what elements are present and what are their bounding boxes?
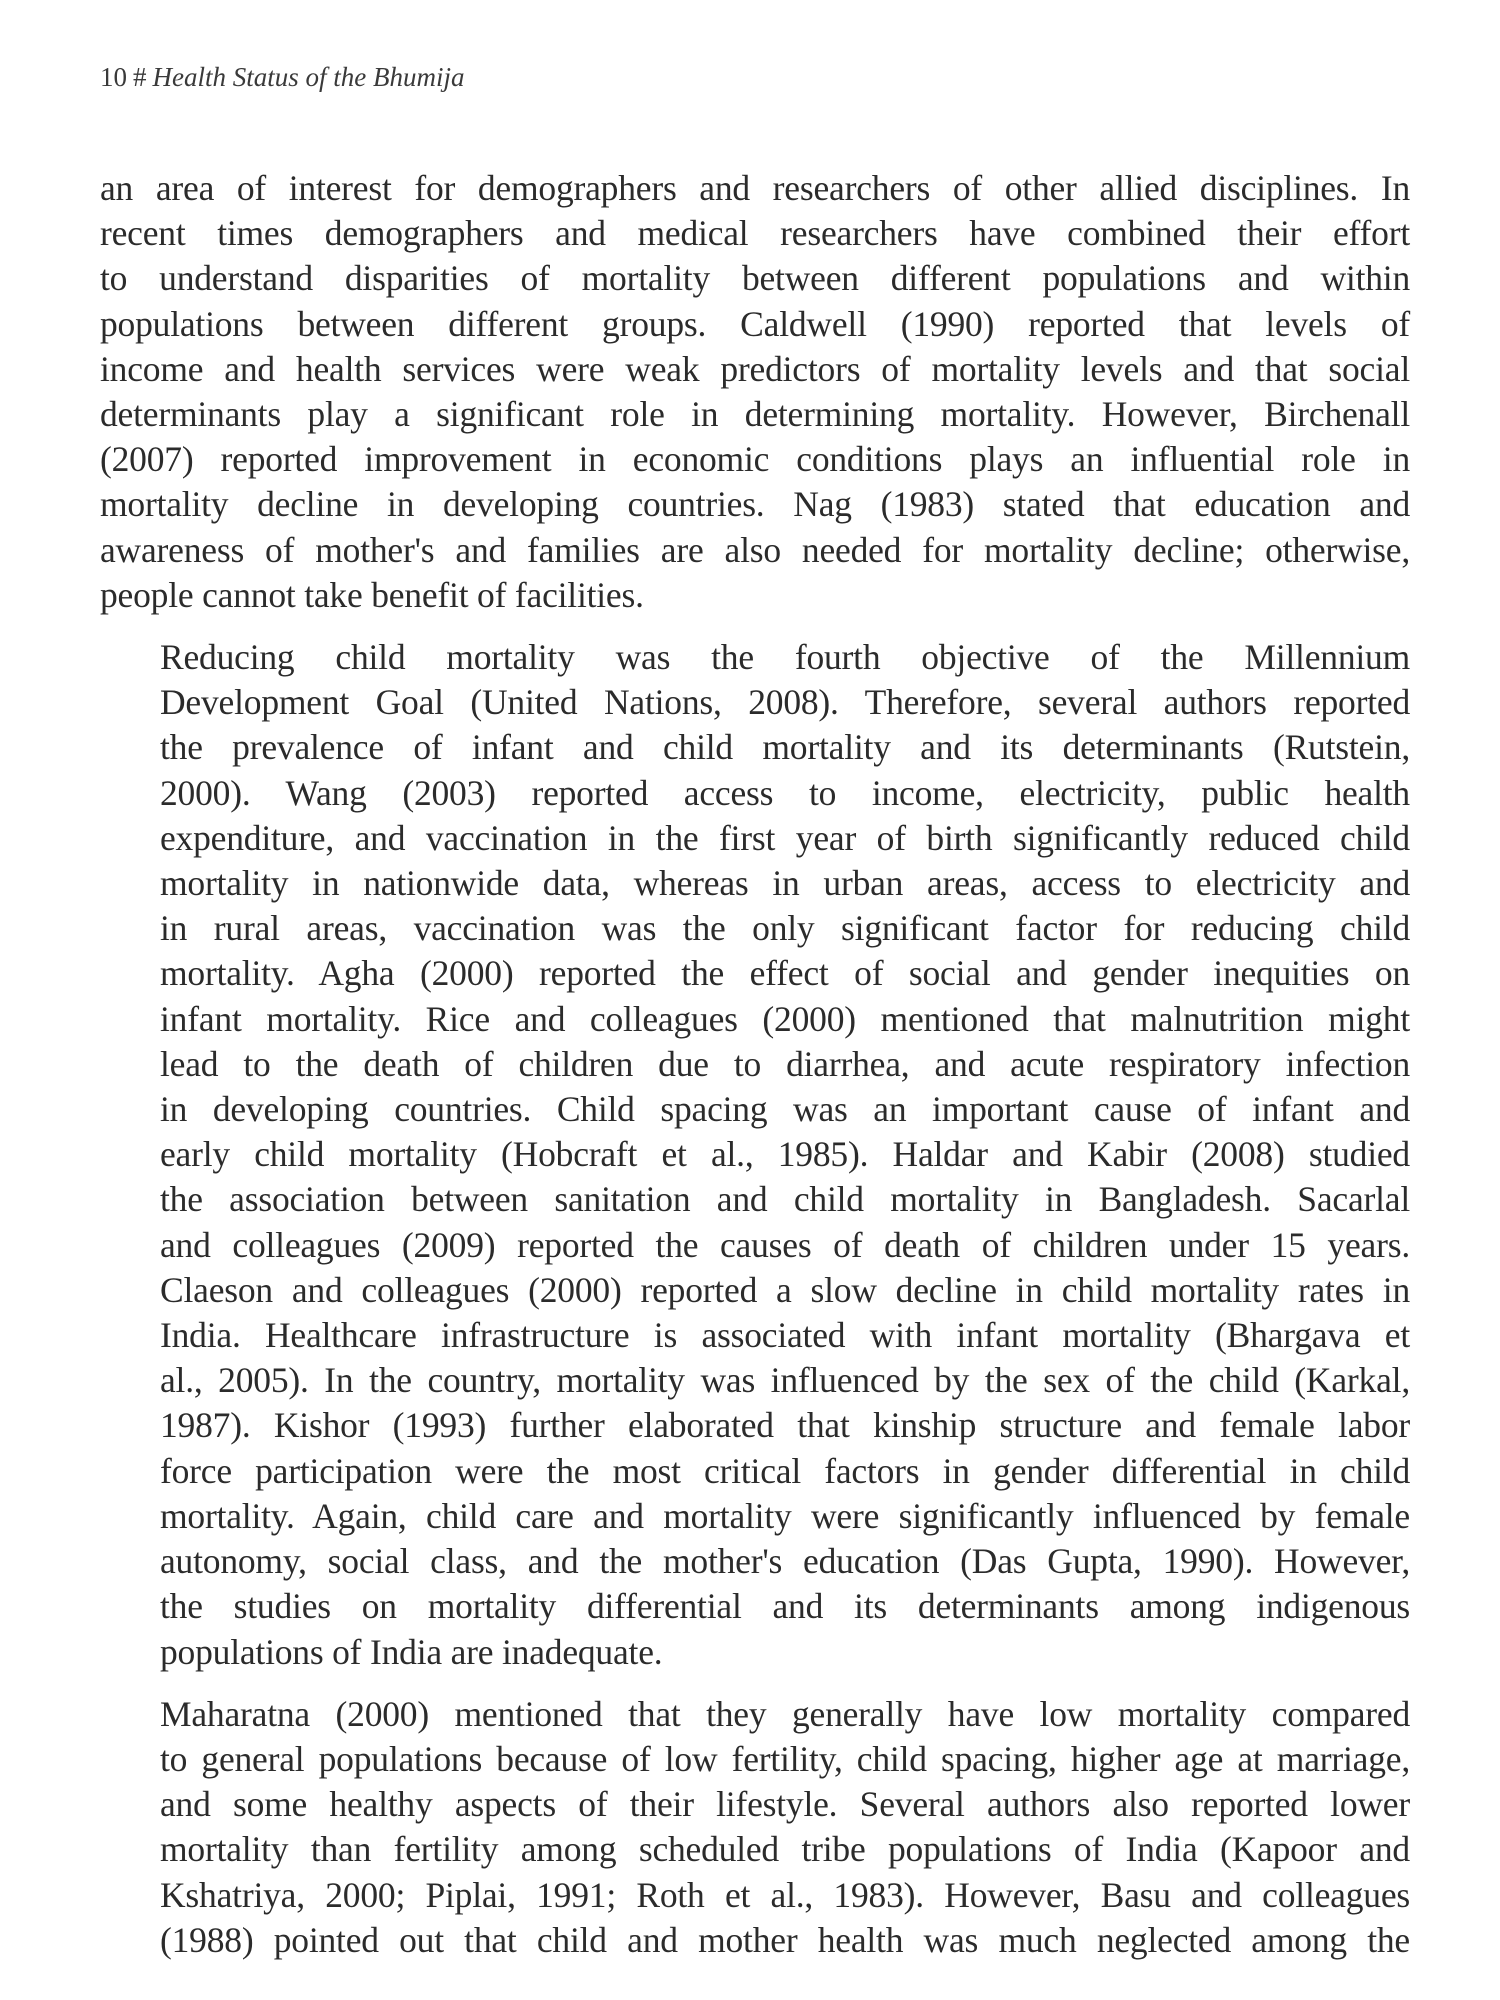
text-line: in rural areas, vaccination was the only significant factor for reducing child (160, 908, 1410, 949)
text-line: 2000). Wang (2003) reported access to income, electricity, public health (160, 772, 1410, 813)
body-text (100, 166, 1410, 1963)
text-line: force participation were the most critical factors in gender differential in child (160, 1450, 1410, 1491)
text-line: people cannot take benefit of facilities. (100, 574, 644, 615)
text-line: early child mortality (Hobcraft et al., 1985). Haldar and Kabir (2008) studied (160, 1134, 1410, 1175)
text-line: Claeson and colleagues (2000) reported a slow decline in child mortality rates in (160, 1269, 1410, 1310)
paragraph-3 (100, 1692, 1410, 1963)
text-line: awareness of mother's and families are also needed for mortality decline; otherwise, (100, 529, 1410, 570)
header-separator: # (133, 62, 147, 92)
text-line: Reducing child mortality was the fourth objective of the Millennium (160, 637, 1410, 678)
text-line: autonomy, social class, and the mother's education (Das Gupta, 1990). However, (160, 1541, 1410, 1582)
text-line: income and health services were weak predictors of mortality levels and that social (100, 348, 1410, 389)
text-line: expenditure, and vaccination in the first year of birth significantly reduced child (160, 817, 1410, 858)
text-line: an area of interest for demographers and researchers of other allied disciplines. In (100, 168, 1410, 208)
text-line: 1987). Kishor (1993) further elaborated that kinship structure and female labor (160, 1405, 1410, 1446)
text-line: to understand disparities of mortality between different populations and within (100, 258, 1410, 299)
text-line: to general populations because of low fertility, child spacing, higher age at marriage, (160, 1738, 1410, 1779)
paragraph-2 (100, 635, 1410, 1675)
text-line: populations of India are inadequate. (160, 1631, 663, 1672)
text-line: mortality. Again, child care and mortality were significantly influenced by female (160, 1495, 1410, 1536)
text-line: the prevalence of infant and child mortality and its determinants (Rutstein, (160, 727, 1410, 768)
text-line: mortality decline in developing countries. Nag (1983) stated that education and (100, 484, 1410, 525)
text-line: determinants play a significant role in determining mortality. However, Birchenall (100, 394, 1410, 435)
paragraph-1 (100, 166, 1410, 618)
text-line: recent times demographers and medical researchers have combined their effort (100, 213, 1410, 254)
text-line: mortality. Agha (2000) reported the effect of social and gender inequities on (160, 953, 1410, 994)
text-line: the association between sanitation and child mortality in Bangladesh. Sacarlal (160, 1179, 1410, 1220)
text-line: (2007) reported improvement in economic conditions plays an influential role in (100, 439, 1410, 480)
text-line: infant mortality. Rice and colleagues (2000) mentioned that malnutrition might (160, 998, 1410, 1039)
text-line: al., 2005). In the country, mortality was influenced by the sex of the child (Karkal, (160, 1360, 1410, 1401)
text-line: and some healthy aspects of their lifestyle. Several authors also reported lower (160, 1784, 1410, 1825)
text-line: Kshatriya, 2000; Piplai, 1991; Roth et al., 1983). However, Basu and colleagues (160, 1874, 1410, 1915)
text-line: mortality in nationwide data, whereas in urban areas, access to electricity and (160, 863, 1410, 904)
text-line: Development Goal (United Nations, 2008). Therefore, several authors reported (160, 682, 1410, 723)
text-line: and colleagues (2009) reported the causes of death of children under 15 years. (160, 1224, 1410, 1265)
book-title: Health Status of the Bhumija (152, 62, 465, 92)
text-line: lead to the death of children due to diarrhea, and acute respiratory infection (160, 1043, 1410, 1084)
text-line: the studies on mortality differential and its determinants among indigenous (160, 1586, 1410, 1627)
text-line: Maharatna (2000) mentioned that they generally have low mortality compared (160, 1693, 1410, 1734)
page-number: 10 (100, 62, 127, 92)
text-line: India. Healthcare infrastructure is associated with infant mortality (Bhargava et (160, 1315, 1410, 1356)
running-head (100, 62, 464, 93)
text-line: populations between different groups. Caldwell (1990) reported that levels of (100, 303, 1410, 344)
text-line: mortality than fertility among scheduled tribe populations of India (Kapoor and (160, 1829, 1410, 1870)
text-line: in developing countries. Child spacing was an important cause of infant and (160, 1089, 1410, 1130)
text-line: (1988) pointed out that child and mother health was much neglected among the (160, 1919, 1410, 1960)
